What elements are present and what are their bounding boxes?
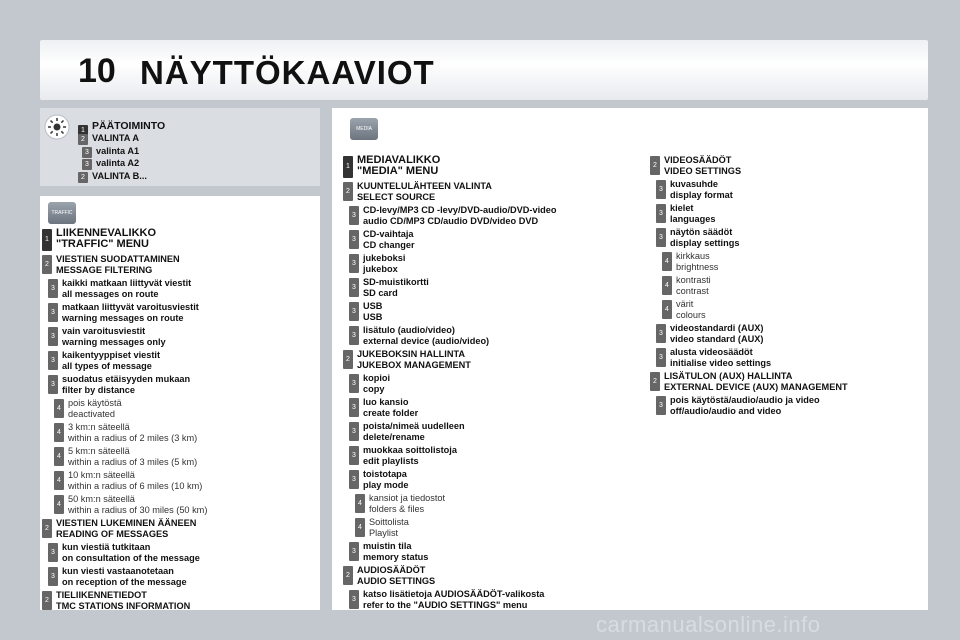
level-marker: 3 xyxy=(349,542,359,561)
level-marker: 3 xyxy=(48,351,58,370)
menu-item-text: AUDIO SETTINGS xyxy=(357,576,436,586)
menu-item-text: on consultation of the message xyxy=(62,553,200,563)
level-marker: 3 xyxy=(656,396,666,415)
menu-item-text: alusta videosäädöt xyxy=(670,347,753,357)
level-marker: 3 xyxy=(82,159,92,170)
menu-item-text: TIELIIKENNETIEDOT xyxy=(56,590,147,600)
level-marker: 3 xyxy=(656,228,666,247)
menu-item-text: audio CD/MP3 CD/audio DVD/video DVD xyxy=(363,216,539,226)
menu-item-text: VIESTIEN SUODATTAMINEN xyxy=(56,254,180,264)
menu-item-text: katso lisätietoja AUDIOSÄÄDÖT-valikosta xyxy=(363,589,545,599)
level-marker: 3 xyxy=(48,327,58,346)
menu-item-text: VALINTA A xyxy=(92,133,139,143)
level-marker: 3 xyxy=(349,398,359,417)
menu-item-text: kun viesti vastaanotetaan xyxy=(62,566,174,576)
menu-item-text: kirkkaus xyxy=(676,251,710,261)
menu-item-text: USB xyxy=(363,301,383,311)
watermark: carmanualsonline.info xyxy=(596,612,821,637)
menu-item-text: deactivated xyxy=(68,409,115,419)
menu-item-text: 5 km:n säteellä xyxy=(68,446,130,456)
menu-item-text: within a radius of 30 miles (50 km) xyxy=(68,505,208,515)
menu-item-text: display settings xyxy=(670,238,740,248)
menu-item-text: 50 km:n säteellä xyxy=(68,494,135,504)
menu-item-text: all messages on route xyxy=(62,289,159,299)
menu-item-text: colours xyxy=(676,310,706,320)
main-menu-title: PÄÄTOIMINTO xyxy=(92,120,166,132)
level-marker: 3 xyxy=(48,543,58,562)
menu-item-text: muistin tila xyxy=(363,541,412,551)
menu-item-text: SELECT SOURCE xyxy=(357,192,436,202)
menu-item-text: "MEDIA" MENU xyxy=(357,165,439,177)
menu-item-text: video standard (AUX) xyxy=(670,334,764,344)
level-marker: 3 xyxy=(349,230,359,249)
menu-item-text: EXTERNAL DEVICE (AUX) MANAGEMENT xyxy=(664,382,848,392)
menu-item-text: Playlist xyxy=(369,528,399,538)
menu-item-text: MEDIAVALIKKO xyxy=(357,154,441,166)
menu-item-text: refer to the "AUDIO SETTINGS" menu xyxy=(363,600,528,610)
menu-item-text: valinta A1 xyxy=(96,145,140,156)
level-marker: 4 xyxy=(54,423,64,442)
level-marker: 2 xyxy=(78,134,88,145)
menu-item-text: initialise video settings xyxy=(670,358,772,368)
level-marker: 3 xyxy=(82,147,92,158)
menu-item-text: CD-vaihtaja xyxy=(363,229,414,239)
menu-item-text: värit xyxy=(676,299,694,309)
level-marker: 2 xyxy=(42,519,52,538)
level-marker: 3 xyxy=(48,279,58,298)
menu-item-text: vain varoitusviestit xyxy=(62,326,146,336)
menu-item-text: folders & files xyxy=(369,504,425,514)
traffic-button-icon: TRAFFIC xyxy=(48,202,76,224)
menu-item-text: kansiot ja tiedostot xyxy=(369,493,446,503)
menu-item-text: KUUNTELULÄHTEEN VALINTA xyxy=(357,181,492,191)
level-marker: 2 xyxy=(343,566,353,585)
menu-item-text: CD-levy/MP3 CD -levy/DVD-audio/DVD-video xyxy=(363,205,557,215)
menu-item-text: brightness xyxy=(676,262,719,272)
menu-item-text: external device (audio/video) xyxy=(363,336,490,346)
menu-item-text: 10 km:n säteellä xyxy=(68,470,135,480)
menu-item-text: SD-muistikortti xyxy=(363,277,429,287)
menu-item-text: jukebox xyxy=(363,264,398,274)
level-marker: 1 xyxy=(78,125,88,136)
menu-item-text: kuvasuhde xyxy=(670,179,718,189)
level-marker: 2 xyxy=(78,172,88,183)
menu-item-text: display format xyxy=(670,190,733,200)
menu-item-text: toistotapa xyxy=(363,469,407,479)
level-marker: 3 xyxy=(349,278,359,297)
menu-item-text: AUDIOSÄÄDÖT xyxy=(357,565,426,575)
level-marker: 4 xyxy=(54,399,64,418)
level-marker: 3 xyxy=(349,302,359,321)
menu-item-text: LIIKENNEVALIKKO xyxy=(56,227,157,239)
level-marker: 4 xyxy=(662,276,672,295)
level-marker: 3 xyxy=(656,324,666,343)
menu-item-text: JUKEBOX MANAGEMENT xyxy=(357,360,471,370)
menu-item-text: filter by distance xyxy=(62,385,136,395)
level-marker: 3 xyxy=(48,303,58,322)
menu-item-text: pois käytöstä xyxy=(68,398,122,408)
level-marker: 4 xyxy=(54,471,64,490)
level-marker: 3 xyxy=(48,567,58,586)
menu-item-text: SD card xyxy=(363,288,398,298)
menu-item-text: within a radius of 2 miles (3 km) xyxy=(68,433,198,443)
menu-item-text: delete/rename xyxy=(363,432,425,442)
level-marker: 2 xyxy=(650,372,660,391)
level-marker: 2 xyxy=(650,156,660,175)
level-marker: 3 xyxy=(349,446,359,465)
level-marker: 3 xyxy=(656,348,666,367)
menu-item-text: warning messages on route xyxy=(62,313,184,323)
menu-item-text: off/audio/audio and video xyxy=(670,406,782,416)
menu-item-text: warning messages only xyxy=(62,337,166,347)
menu-item-text: CD changer xyxy=(363,240,415,250)
menu-item-text: memory status xyxy=(363,552,429,562)
menu-item-text: LISÄTULON (AUX) HALLINTA xyxy=(664,371,793,381)
level-marker: 2 xyxy=(42,255,52,274)
menu-item-text: kontrasti xyxy=(676,275,711,285)
menu-item-text: copy xyxy=(363,384,385,394)
chapter-number: 10 xyxy=(78,52,116,90)
level-marker: 3 xyxy=(349,206,359,225)
menu-item-text: näytön säädöt xyxy=(670,227,733,237)
menu-item-text: MESSAGE FILTERING xyxy=(56,265,153,275)
menu-item-text: luo kansio xyxy=(363,397,409,407)
menu-item-text: languages xyxy=(670,214,716,224)
menu-item-text: jukeboksi xyxy=(363,253,406,263)
menu-item-text: pois käytöstä/audio/audio ja video xyxy=(670,395,820,405)
level-marker: 2 xyxy=(343,182,353,201)
menu-item-text: VIESTIEN LUKEMINEN ÄÄNEEN xyxy=(56,518,197,528)
menu-item-text: kopioi xyxy=(363,373,391,383)
menu-item-text: videostandardi (AUX) xyxy=(670,323,764,333)
level-marker: 4 xyxy=(662,300,672,319)
level-marker: 3 xyxy=(48,375,58,394)
menu-item-text: all types of message xyxy=(62,361,152,371)
menu-item-text: edit playlists xyxy=(363,456,419,466)
menu-item-text: lisätulo (audio/video) xyxy=(363,325,455,335)
media-button-icon: MEDIA xyxy=(350,118,378,140)
menu-item-text: kaikentyyppiset viestit xyxy=(62,350,161,360)
menu-item-text: within a radius of 3 miles (5 km) xyxy=(68,457,198,467)
level-marker: 4 xyxy=(54,447,64,466)
menu-item-text: create folder xyxy=(363,408,419,418)
level-marker: 4 xyxy=(355,494,365,513)
menu-item-text: kaikki matkaan liittyvät viestit xyxy=(62,278,192,288)
level-marker: 3 xyxy=(349,422,359,441)
menu-item-text: READING OF MESSAGES xyxy=(56,529,169,539)
menu-item-text: suodatus etäisyyden mukaan xyxy=(62,374,191,384)
menu-item-text: VALINTA B... xyxy=(92,170,147,181)
menu-item-text: kielet xyxy=(670,203,694,213)
level-marker: 3 xyxy=(349,374,359,393)
menu-item-text: TMC STATIONS INFORMATION xyxy=(56,601,191,611)
page-title: NÄYTTÖKAAVIOT xyxy=(140,54,435,91)
level-marker: 1 xyxy=(42,229,52,251)
level-marker: 3 xyxy=(349,590,359,609)
menu-item-text: valinta A2 xyxy=(96,158,140,168)
level-marker: 2 xyxy=(42,591,52,610)
level-marker: 2 xyxy=(343,350,353,369)
menu-item-text: USB xyxy=(363,312,383,322)
level-marker: 4 xyxy=(662,252,672,271)
level-marker: 3 xyxy=(349,470,359,489)
menu-item-text: JUKEBOKSIN HALLINTA xyxy=(357,349,466,359)
level-marker: 3 xyxy=(349,326,359,345)
menu-item-text: matkaan liittyvät varoitusviestit xyxy=(62,302,199,312)
menu-item-text: play mode xyxy=(363,480,409,490)
menu-item-text: VIDEO SETTINGS xyxy=(664,166,742,176)
level-marker: 3 xyxy=(656,204,666,223)
menu-item-text: contrast xyxy=(676,286,709,296)
menu-item-text: muokkaa soittolistoja xyxy=(363,445,457,455)
menu-item-text: on reception of the message xyxy=(62,577,187,587)
menu-item-text: kun viestiä tutkitaan xyxy=(62,542,151,552)
level-marker: 3 xyxy=(349,254,359,273)
menu-item-text: 3 km:n säteellä xyxy=(68,422,130,432)
menu-item-text: Soittolista xyxy=(369,517,409,527)
menu-item-text: VIDEOSÄÄDÖT xyxy=(664,155,732,165)
level-marker: 3 xyxy=(656,180,666,199)
level-marker: 4 xyxy=(54,495,64,514)
menu-item-text: "TRAFFIC" MENU xyxy=(56,238,149,250)
menu-item-text: within a radius of 6 miles (10 km) xyxy=(68,481,203,491)
level-marker: 4 xyxy=(355,518,365,537)
sun-icon xyxy=(44,114,70,140)
level-marker: 1 xyxy=(343,156,353,178)
menu-item-text: poista/nimeä uudelleen xyxy=(363,421,465,431)
